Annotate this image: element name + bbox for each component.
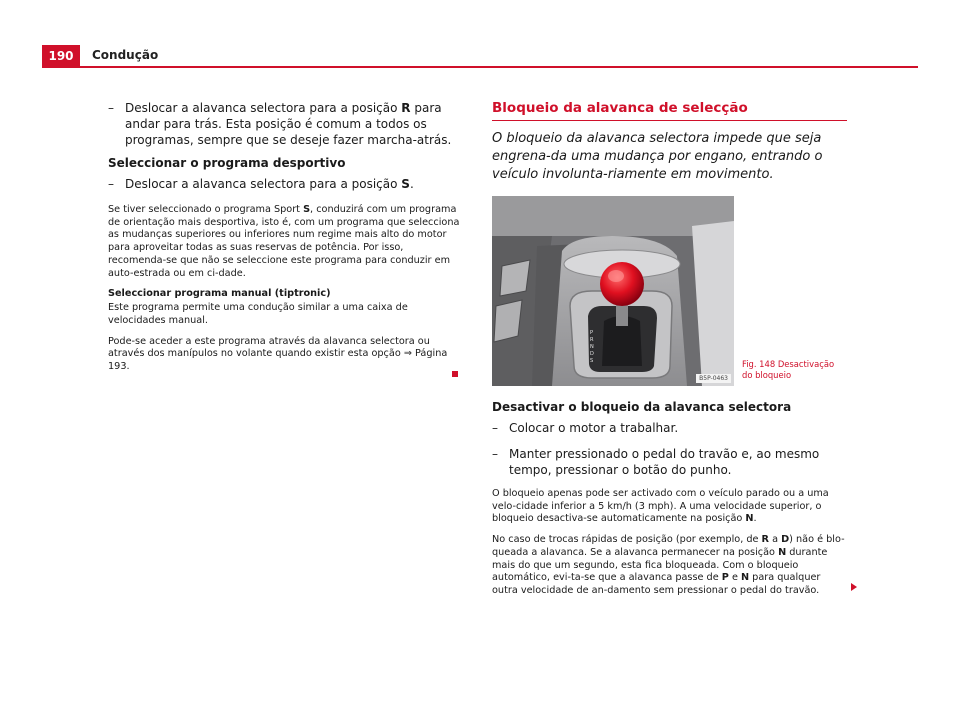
deactivate-heading: Desactivar o bloqueio da alavanca selectora (492, 400, 792, 414)
svg-text:D: D (590, 351, 594, 357)
header-divider (42, 66, 918, 68)
lock-section-title: Bloqueio da alavanca de selecção (492, 100, 748, 116)
lock-paragraph-2: No caso de trocas rápidas de posição (por exemplo, de R a D) não é blo-queada a alavanca. Se a alavanca permanecer na posição N durante mais do que um segundo, esta fica bloqueada. Com o bloqueio automático, evi-ta-se que a alavanca passe de P e N para qualquer outra velocidade de an-damento sem pressionar o pedal do travão. (492, 534, 845, 596)
figure-148 (492, 196, 847, 388)
lock-paragraph-1: O bloqueio apenas pode ser activado com o veículo parado ou a uma velo-cidade inferior a 5 km/h (3 mph). A uma velocidade superior, o bloqueio desactiva-se automaticamente na posição N. (492, 488, 829, 525)
red-square-icon (452, 371, 458, 377)
lock-intro: O bloqueio da alavanca selectora impede que seja engrena-da uma mudança por engano, entrando o veículo involunta-riamente em movimento. (492, 131, 823, 182)
bullet-reverse: – Deslocar a alavanca selectora para a posição R para andar para trás. Esta posição é comum a todos os programas, sempre que se deseje fazer marcha-atrás. (108, 101, 452, 147)
red-arrow-icon[interactable] (851, 583, 857, 591)
manual-paragraph: Este programa permite uma condução similar a uma caixa de velocidades manual. (108, 302, 408, 326)
gear-lever-image (492, 196, 734, 386)
manual-heading: Seleccionar programa manual (tiptronic) (108, 288, 331, 300)
access-paragraph: Pode-se aceder a este programa através da alavanca selectora ou através dos manípulos no volante quando existir esta opção ⇒ Página 193. (108, 335, 448, 373)
bullet-dash: – (108, 177, 114, 191)
figure-caption: Fig. 148 Desactivação do bloqueio (742, 359, 835, 380)
svg-text:S: S (590, 358, 594, 364)
bullet-brake: – Manter pressionado o pedal do travão e, ao mesmo tempo, pressionar o botão do punho. (492, 447, 820, 477)
gear-lever-illustration (492, 196, 734, 386)
bullet-sport: – Deslocar a alavanca selectora para a posição S. (108, 177, 414, 191)
section-divider (492, 120, 847, 121)
bullet-dash: – (492, 447, 498, 461)
bullet-engine: – Colocar o motor a trabalhar. (492, 421, 679, 435)
bullet-dash: – (492, 421, 498, 435)
left-column (108, 100, 460, 382)
svg-text:R: R (590, 337, 594, 343)
right-column (492, 100, 847, 606)
svg-text:P: P (590, 330, 594, 336)
sport-heading: Seleccionar o programa desportivo (108, 156, 346, 170)
svg-text:N: N (590, 344, 594, 350)
section-title: Condução (92, 48, 159, 62)
sport-paragraph: Se tiver seleccionado o programa Sport S, conduzirá com um programa de orientação mais desportiva, isto é, com um programa que selecciona as mudanças superiores ou inferiores num regime mais alto do motor para aproveitar todas as suas reservas de potência. Por isso, recomenda-se que não se seleccione este programa para conduzir em auto-estrada ou em ci-dade. (108, 204, 460, 279)
figure-code: B5P-0463 (696, 374, 731, 383)
page-number: 190 (42, 45, 80, 67)
bullet-dash: – (108, 101, 114, 115)
